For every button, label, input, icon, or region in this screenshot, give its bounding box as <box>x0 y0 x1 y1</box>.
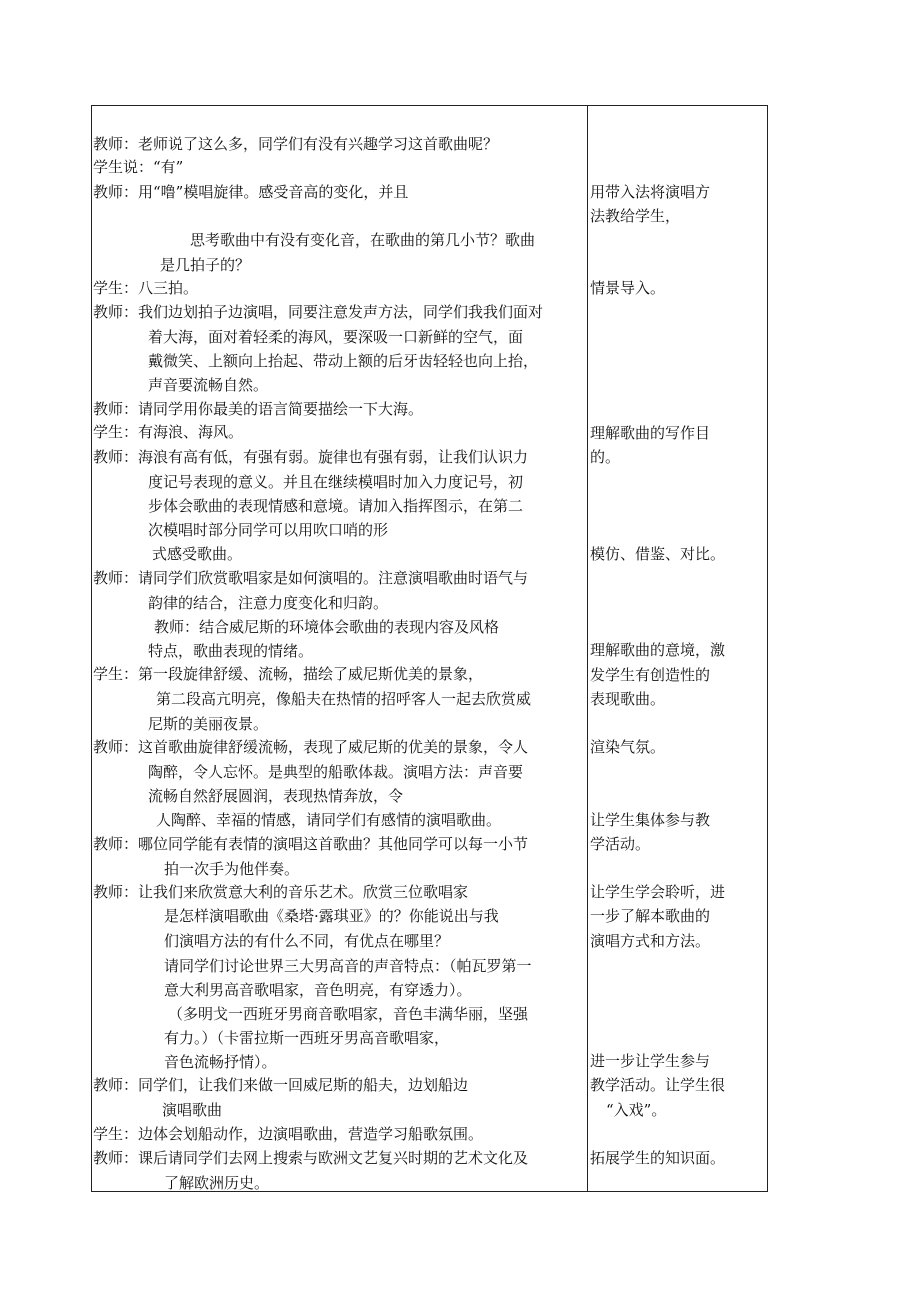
text-line: 学生：边体会划船动作，边演唱歌曲，营造学习船歌氛围。 <box>93 1125 484 1143</box>
text-line: 一步了解本歌曲的 <box>590 907 711 925</box>
column-divider <box>587 106 588 1191</box>
text-line: 教师：哪位同学能有表情的演唱这首歌曲？其他同学可以每一小节 <box>93 835 529 853</box>
text-line: 学活动。 <box>590 835 651 853</box>
text-line: 声音要流畅自然。 <box>148 376 269 394</box>
text-line: 用带入法将演唱方 <box>590 183 711 201</box>
text-line: 法教给学生， <box>590 207 681 225</box>
text-line: 请同学们讨论世界三大男高音的声音特点：（帕瓦罗第一 <box>164 957 532 975</box>
text-line: 的。 <box>590 448 621 466</box>
text-line: 教师：用“噜”模唱旋律。感受音高的变化，并且 <box>93 183 409 201</box>
text-line: 学生：第一段旋律舒缓、流畅，描绘了威尼斯优美的景象， <box>93 665 484 683</box>
text-line: 教师：结合威尼斯的环境体会歌曲的表现内容及风格 <box>154 618 500 636</box>
text-line: 次模唱时部分同学可以用吹口哨的形 <box>148 521 389 539</box>
text-line: 意大利男高音歌唱家，音色明亮，有穿透力）。 <box>164 981 472 999</box>
text-line: 人陶醉、幸福的情感，请同学们有感情的演唱歌曲。 <box>156 811 502 829</box>
text-line: 理解歌曲的写作目 <box>590 424 711 442</box>
text-line: 理解歌曲的意境，激 <box>590 641 726 659</box>
text-line: 韵律的结合，注意力度变化和归韵。 <box>148 594 389 612</box>
text-line: 教师：我们边划拍子边演唱，同要注意发声方法，同学们我我们面对 <box>93 303 544 321</box>
text-line: 教师：同学们，让我们来做一回威尼斯的船夫，边划船边 <box>93 1076 469 1094</box>
text-line: 演唱歌曲 <box>162 1101 223 1119</box>
text-line: 教师：请同学们欣赏歌唱家是如何演唱的。注意演唱歌曲时语气与 <box>93 569 529 587</box>
text-line: 发学生有创造性的 <box>590 666 711 684</box>
text-line: 流畅自然舒展圆润，表现热情奔放，令 <box>148 787 404 805</box>
text-line: 们演唱方法的有什么不同，有优点在哪里？ <box>164 932 450 950</box>
text-line: 教师：这首歌曲旋律舒缓流畅，表现了威尼斯的优美的景象，令人 <box>93 738 529 756</box>
text-line: 音色流畅抒情）。 <box>164 1053 277 1071</box>
text-line: 演唱方式和方法。 <box>590 932 711 950</box>
text-line: 思考歌曲中有没有变化音，在歌曲的第几小节？歌曲 <box>190 231 536 249</box>
text-line: 着大海，面对着轻柔的海风，要深吸一口新鲜的空气，面 <box>148 328 524 346</box>
text-line: 渲染气氛。 <box>590 738 666 756</box>
text-line: 教师：海浪有高有低，有强有弱。旋律也有强有弱，让我们认识力 <box>93 448 529 466</box>
text-line: 了解欧洲历史。 <box>164 1174 270 1192</box>
text-line: 学生：有海浪、海风。 <box>93 423 244 441</box>
text-line: 教学活动。让学生很 <box>590 1076 726 1094</box>
text-line: 是怎样演唱歌曲《桑塔·露琪亚》的？你能说出与我 <box>164 907 499 925</box>
text-line: 教师：课后请同学们去网上搜索与欧洲文艺复兴时期的艺术文化及 <box>93 1149 529 1167</box>
text-line: 拍一次手为他伴奏。 <box>164 860 300 878</box>
text-line: 是几拍子的？ <box>160 256 251 274</box>
text-line: 第二段高亢明亮，像船夫在热情的招呼客人一起去欣赏威 <box>156 690 532 708</box>
text-line: 度记号表现的意义。并且在继续模唱时加入力度记号，初 <box>148 473 524 491</box>
text-line: 学生说：“有” <box>93 158 184 176</box>
text-line: 陶醉，令人忘怀。是典型的船歌体裁。演唱方法：声音要 <box>148 763 524 781</box>
text-line: 模仿、借鉴、对比。 <box>590 545 726 563</box>
text-line: 让学生集体参与教 <box>590 811 711 829</box>
text-line: 有力。）（卡雷拉斯一西班牙男高音歌唱家， <box>164 1029 450 1047</box>
text-line: 进一步让学生参与 <box>590 1052 711 1070</box>
text-line: 教师：老师说了这么多，同学们有没有兴趣学习这首歌曲呢？ <box>93 135 499 153</box>
text-line: 学生：八三拍。 <box>93 279 199 297</box>
text-line: 教师：让我们来欣赏意大利的音乐艺术。欣赏三位歌唱家 <box>93 883 469 901</box>
text-line: 步体会歌曲的表现情感和意境。请加入指挥图示，在第二 <box>148 497 524 515</box>
text-line: 让学生学会聆听，进 <box>590 883 726 901</box>
text-line: 式感受歌曲。 <box>152 545 243 563</box>
text-line: 拓展学生的知识面。 <box>590 1149 726 1167</box>
text-line: 表现歌曲。 <box>590 690 666 708</box>
text-line: 特点，歌曲表现的情绪。 <box>148 642 314 660</box>
lesson-table <box>91 105 768 1192</box>
text-line: 教师：请同学用你最美的语言简要描绘一下大海。 <box>93 400 424 418</box>
text-line: 情景导入。 <box>590 279 666 297</box>
text-line: 戴微笑、上额向上抬起、带动上额的后牙齿轻轻也向上抬， <box>148 352 539 370</box>
text-line: “入戏”。 <box>606 1101 667 1119</box>
text-line: 尼斯的美丽夜景。 <box>148 715 269 733</box>
text-line: （多明戈一西班牙男商音歌唱家，音色丰满华丽，坚强 <box>168 1005 529 1023</box>
